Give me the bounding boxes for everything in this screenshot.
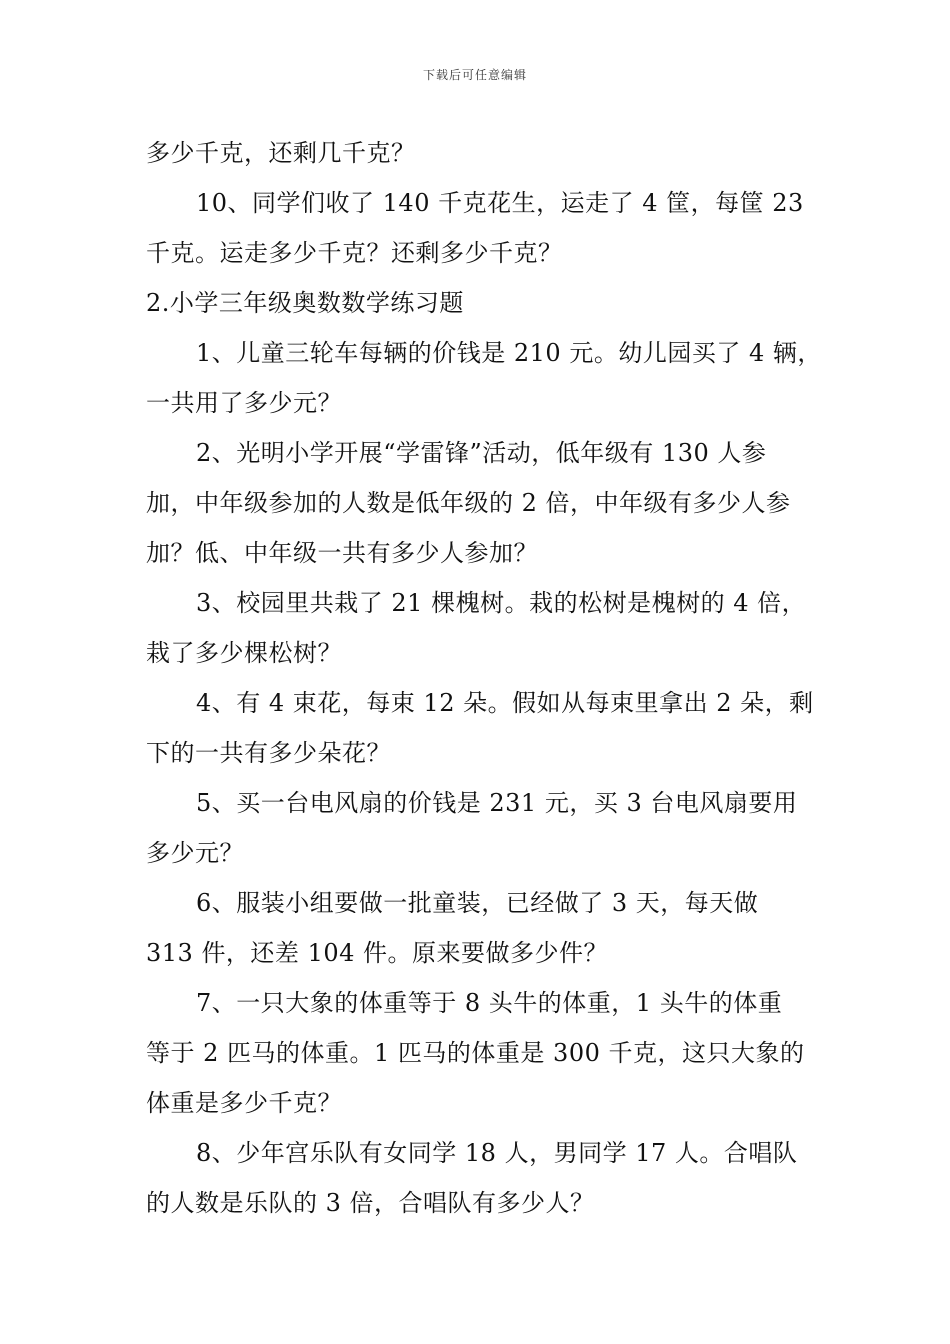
text-line: 1、儿童三轮车每辆的价钱是 210 元。幼儿园买了 4 辆， <box>196 339 822 367</box>
text-line: 体重是多少千克？ <box>146 1089 342 1117</box>
text-line: 7、一只大象的体重等于 8 头牛的体重，1 头牛的体重 <box>196 989 783 1017</box>
text-line: 加？低、中年级一共有多少人参加？ <box>146 539 538 567</box>
text-line: 10、同学们收了 140 千克花生，运走了 4 筐，每筐 23 <box>196 189 804 217</box>
text-line: 下的一共有多少朵花？ <box>146 739 391 767</box>
page-header: 下载后可任意编辑 <box>422 68 527 82</box>
text-line: 栽了多少棵松树？ <box>146 639 342 667</box>
text-line: 等于 2 匹马的体重。1 匹马的体重是 300 千克，这只大象的 <box>146 1039 805 1067</box>
text-line: 一共用了多少元？ <box>146 389 342 417</box>
text-line: 2、光明小学开展“学雷锋”活动，低年级有 130 人参 <box>196 439 767 467</box>
text-line: 6、服装小组要做一批童装，已经做了 3 天，每天做 <box>196 889 759 917</box>
text-line: 多少千克，还剩几千克？ <box>146 139 416 167</box>
text-line: 313 件，还差 104 件。原来要做多少件？ <box>146 939 609 967</box>
text-line: 3、校园里共栽了 21 棵槐树。栽的松树是槐树的 4 倍， <box>196 589 807 617</box>
text-line: 千克。运走多少千克？还剩多少千克？ <box>146 239 563 267</box>
section-heading: 2.小学三年级奥数数学练习题 <box>146 289 464 317</box>
text-line: 5、买一台电风扇的价钱是 231 元，买 3 台电风扇要用 <box>196 789 798 817</box>
text-line: 加，中年级参加的人数是低年级的 2 倍，中年级有多少人参 <box>146 489 791 517</box>
document-body <box>146 128 822 1228</box>
text-line: 8、少年宫乐队有女同学 18 人，男同学 17 人。合唱队 <box>196 1139 798 1167</box>
text-line: 多少元？ <box>146 839 244 867</box>
text-line: 4、有 4 束花，每束 12 朵。假如从每束里拿出 2 朵，剩 <box>196 689 814 717</box>
text-line: 的人数是乐队的 3 倍，合唱队有多少人？ <box>146 1189 595 1217</box>
